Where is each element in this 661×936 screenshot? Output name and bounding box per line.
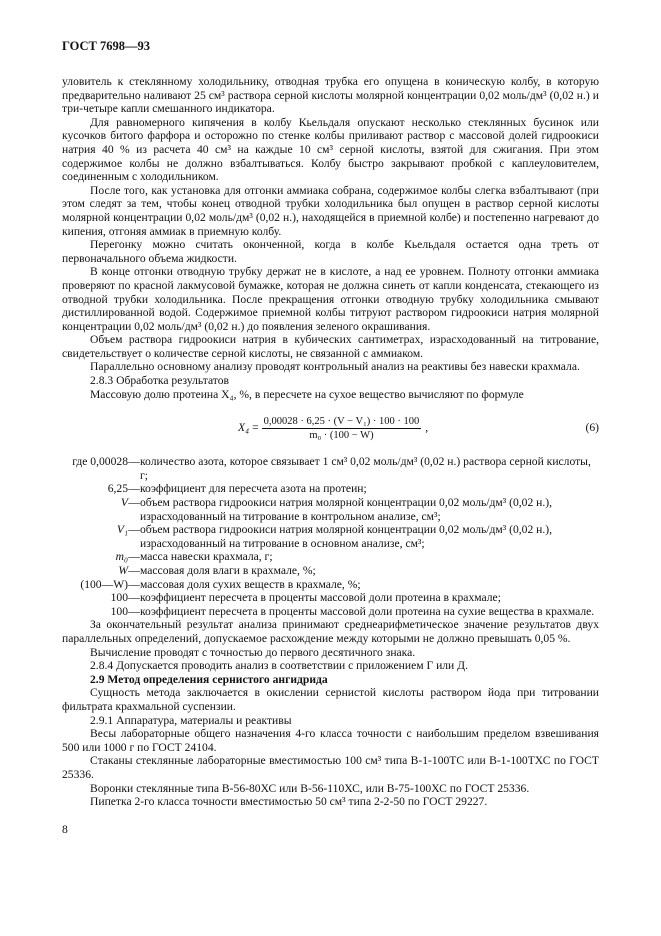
definition-row xyxy=(62,496,599,523)
definition-desc: массовая доля сухих веществ в крахмале, %; xyxy=(140,577,361,591)
paragraph: Перегонку можно считать оконченной, когда в колбе Кьельдаля остается одна треть от первоначального объема жидкости. xyxy=(62,238,599,265)
dash: — xyxy=(128,455,140,469)
paragraph: Весы лабораторные общего назначения 4-го класса точности с наибольшим пределом взвешивания 500 или 1000 г по ГОСТ 24104. xyxy=(62,727,599,754)
formula-trail: , xyxy=(425,421,429,435)
definition-row xyxy=(62,564,599,578)
definition-row xyxy=(62,591,599,605)
paragraph: Параллельно основному анализу проводят контрольный анализ на реактивы без навески крахмала. xyxy=(90,360,580,374)
definition-desc: массовая доля влаги в крахмале, %; xyxy=(140,564,316,577)
paragraph: За окончательный результат анализа принимают среднеарифметическое значение результатов двух параллельных определений, допускаемое расхождение между которыми не должно превышать 0,05 %. xyxy=(62,618,599,645)
paragraph: 2.8.4 Допускается проводить анализ в соответствии с приложением Г или Д. xyxy=(90,659,468,673)
dash: — xyxy=(128,591,140,605)
section-heading: 2.9 Метод определения сернистого ангидрида xyxy=(90,672,328,686)
definition-desc: объем раствора гидроокиси натрия молярной концентрации 0,02 моль/дм³ (0,02 н.), израсходованный на титрование в основном анализе, см³; xyxy=(140,523,553,550)
definition-desc: коэффициент пересчета в проценты массовой доли протеина на сухие вещества в крахмале. xyxy=(140,604,595,618)
formula-numerator: 0,00028 · 6,25 · (V − V₁) · 100 · 100 xyxy=(263,415,420,427)
definition-term: 100 xyxy=(110,604,128,618)
formula-denominator: m₀ · (100 − W) xyxy=(309,429,374,441)
dash: — xyxy=(128,482,140,496)
paragraph: Объем раствора гидроокиси натрия в кубических сантиметрах, израсходованный на титрование, свидетельствует о количестве серной кислоты, не связанной с аммиаком. xyxy=(62,333,599,360)
formula-number: (6) xyxy=(585,421,599,435)
definition-desc: масса навески крахмала, г; xyxy=(140,550,273,564)
dash: — xyxy=(128,577,140,591)
definition-term: 6,25 xyxy=(107,482,128,496)
paragraph: Воронки стеклянные типа В-56-80ХС или В-56-110ХС, или В-75-100ХС по ГОСТ 25336. xyxy=(90,781,530,795)
section-heading: 2.9.1 Аппаратура, материалы и реактивы xyxy=(90,713,292,727)
definition-desc: объем раствора гидроокиси натрия молярной концентрации 0,02 моль/дм³ (0,02 н.), израсходованный на титрование в контрольном анализе, см³; xyxy=(140,496,553,523)
definition-row xyxy=(62,482,599,496)
definition-desc: количество азота, которое связывает 1 см³ 0,02 моль/дм³ (0,02 н.) раствора серной кислоты, г; xyxy=(140,455,591,482)
definition-term: где 0,00028 xyxy=(72,455,128,469)
paragraph: Массовую долю протеина X₄, %, в пересчете на сухое вещество вычисляют по формуле xyxy=(90,387,524,401)
definition-term: V xyxy=(120,496,128,510)
definition-term: m₀ xyxy=(115,550,128,564)
paragraph: В конце отгонки отводную трубку держат не в кислоте, а над ее уровнем. Полноту отгонки аммиака проверяют по красной лакмусовой бумажке, которая не должна синеть от капли конденсата, стекающего из отводной трубки холодильника. После прекращения отгонки отводную трубку холодильника смывают дистиллированной водой. Содержимое приемной колбы титруют раствором гидроокиси натрия молярной концентрации 0,02 моль/дм³ (0,02 н.) до появления зеленого окрашивания. xyxy=(62,265,599,333)
paragraph: Сущность метода заключается в окислении сернистой кислоты раствором йода при титровании фильтрата крахмальной суспензии. xyxy=(62,686,599,713)
dash: — xyxy=(128,604,140,618)
paragraph: уловитель к стеклянному холодильнику, отводная трубка его опущена в коническую колбу, в которую предварительно наливают 25 см³ раствора серной кислоты молярной концентрации 0,02 моль/дм³ (0,02 н.) и три-четыре капли смешанного индикатора. xyxy=(62,75,599,116)
definition-term: (100—W) xyxy=(80,577,128,591)
paragraph: Вычисление проводят с точностью до первого десятичного знака. xyxy=(90,645,416,659)
paragraph: Пипетка 2-го класса точности вместимостью 50 см³ типа 2-2-50 по ГОСТ 29227. xyxy=(90,795,488,809)
formula-fraction xyxy=(262,415,422,442)
formula-lhs: X₄ xyxy=(238,421,250,435)
definition-term: W xyxy=(118,564,128,577)
definition-row xyxy=(62,605,599,619)
definitions-list xyxy=(62,455,599,618)
paragraph: Стаканы стеклянные лабораторные вместимостью 100 см³ типа В-1-100ТС или В-1-100ТХС по ГОСТ 25336. xyxy=(62,754,599,781)
definition-row xyxy=(62,550,599,564)
definition-term: V₁ xyxy=(116,523,128,537)
paragraph: Для равномерного кипячения в колбу Кьельдаля опускают несколько стеклянных бусинок или кусочков битого фарфора и осторожно по стенке колбы приливают раствор с массовой долей гидроокиси натрия 40 % из расчета 40 см³ на каждые 10 см³ серной кислоты, взятой для сжигания. При этом содержимое колбы не должно взбалтываться. Колбу быстро закрывают пробкой с каплеуловителем, соединенным с холодильником. xyxy=(62,115,599,184)
paragraph: После того, как установка для отгонки аммиака собрана, содержимое колбы слегка взбалтывают (при этом следят за тем, чтобы конец отводной трубки холодильника был опущен в раствор серной кислоты молярной концентрации 0,02 моль/дм³ (0,02 н.), находящейся в приемной колбе) и постепенно нагревают до кипения, отгоняя аммиак в приемную колбу. xyxy=(62,183,599,238)
dash: — xyxy=(128,564,140,577)
dash: — xyxy=(128,496,140,510)
page-number: 8 xyxy=(62,823,68,836)
definition-desc: коэффициент для пересчета азота на протеин; xyxy=(140,482,367,496)
definition-row xyxy=(62,455,599,482)
definition-term: 100 xyxy=(110,591,128,605)
formula xyxy=(62,405,599,451)
definition-desc: коэффициент пересчета в проценты массовой доли протеина в крахмале; xyxy=(140,591,501,605)
formula-equals: = xyxy=(252,421,259,435)
definition-row xyxy=(62,578,599,592)
document-header: ГОСТ 7698—93 xyxy=(62,39,151,53)
dash: — xyxy=(128,550,140,564)
document-body xyxy=(62,75,599,809)
definition-row xyxy=(62,523,599,550)
dash: — xyxy=(128,523,140,537)
section-heading: 2.8.3 Обработка результатов xyxy=(90,374,229,388)
